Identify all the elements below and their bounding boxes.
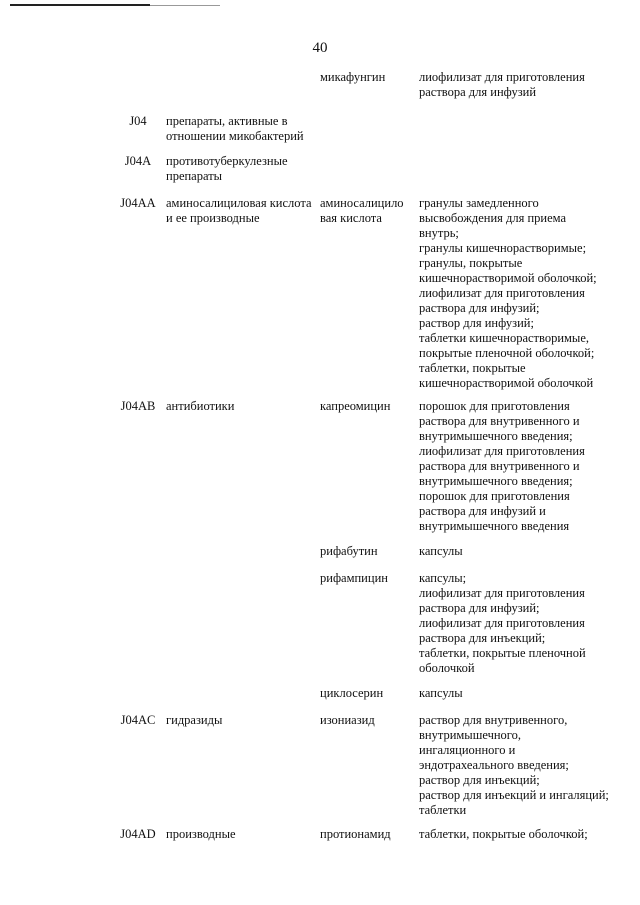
atc-code: J04AB — [120, 399, 156, 413]
drug-name — [320, 571, 412, 586]
dosage-forms — [419, 686, 619, 701]
dosage-forms-line: кишечнорастворимой оболочкой; — [419, 271, 597, 285]
drug-name-line: циклосерин — [320, 686, 384, 700]
dosage-forms-line: ингаляционного и — [419, 743, 516, 757]
atc-group-name — [166, 196, 316, 226]
atc-group-name-line: и ее производные — [166, 211, 260, 225]
dosage-forms-line: раствор для инъекций и ингаляций; — [419, 788, 609, 802]
atc-group-name-line: гидразиды — [166, 713, 223, 727]
dosage-forms-line: капсулы — [419, 544, 463, 558]
dosage-forms-line: гранулы замедленного — [419, 196, 539, 210]
atc-code: J04A — [124, 154, 152, 168]
drug-name — [320, 70, 412, 85]
dosage-forms-line: раствор для внутривенного, — [419, 713, 568, 727]
atc-group-name-line: препараты, активные в — [166, 114, 288, 128]
dosage-forms-line: порошок для приготовления — [419, 399, 570, 413]
dosage-forms-line: лиофилизат для приготовления — [419, 586, 585, 600]
dosage-forms-line: лиофилизат для приготовления — [419, 286, 585, 300]
dosage-forms-line: раствора для инъекций; — [419, 631, 546, 645]
dosage-forms-line: порошок для приготовления — [419, 489, 570, 503]
atc-group-name-line: препараты — [166, 169, 223, 183]
drug-name-line: капреомицин — [320, 399, 391, 413]
atc-group-name-line: отношении микобактерий — [166, 129, 304, 143]
atc-group-name-line: антибиотики — [166, 399, 235, 413]
atc-code: J04AD — [120, 827, 156, 841]
dosage-forms — [419, 399, 619, 534]
drug-name-line: вая кислота — [320, 211, 382, 225]
drug-name — [320, 196, 412, 226]
dosage-forms — [419, 713, 619, 818]
dosage-forms-line: гранулы, покрытые — [419, 256, 523, 270]
dosage-forms — [419, 70, 619, 100]
atc-group-name-line: производные — [166, 827, 236, 841]
drug-name-line: аминосалицило — [320, 196, 404, 210]
dosage-forms-line: таблетки кишечнорастворимые, — [419, 331, 589, 345]
dosage-forms-line: капсулы; — [419, 571, 467, 585]
dosage-forms-line: лиофилизат для приготовления — [419, 444, 585, 458]
atc-group-name-line: противотуберкулезные — [166, 154, 288, 168]
dosage-forms-line: внутримышечного, — [419, 728, 521, 742]
atc-group-name — [166, 713, 316, 728]
dosage-forms-line: эндотрахеального введения; — [419, 758, 569, 772]
dosage-forms-line: раствора для инфузий; — [419, 301, 540, 315]
dosage-forms-line: высвобождения для приема — [419, 211, 567, 225]
atc-group-name-line: аминосалициловая кислота — [166, 196, 312, 210]
dosage-forms-line: таблетки, покрытые пленочной — [419, 646, 586, 660]
atc-group-name — [166, 154, 316, 184]
dosage-forms-line: оболочкой — [419, 661, 475, 675]
dosage-forms-line: лиофилизат для приготовления — [419, 70, 585, 84]
dosage-forms-line: раствора для инфузий; — [419, 601, 540, 615]
dosage-forms-line: гранулы кишечнорастворимые; — [419, 241, 587, 255]
atc-code: J04AA — [120, 196, 156, 210]
dosage-forms-line: раствор для инъекций; — [419, 773, 540, 787]
dosage-forms-line: капсулы — [419, 686, 463, 700]
drug-name-line: рифабутин — [320, 544, 378, 558]
atc-code: J04 — [129, 114, 147, 128]
dosage-forms-line: внутрь; — [419, 226, 459, 240]
drug-name — [320, 713, 412, 728]
dosage-forms — [419, 196, 619, 391]
dosage-forms-line: раствор для инфузий; — [419, 316, 534, 330]
dosage-forms-line: таблетки — [419, 803, 467, 817]
drug-name-line: микафунгин — [320, 70, 386, 84]
drug-name — [320, 399, 412, 414]
dosage-forms-line: кишечнорастворимой оболочкой — [419, 376, 594, 390]
drug-name-line: рифампицин — [320, 571, 388, 585]
dosage-forms — [419, 827, 619, 842]
dosage-forms-line: таблетки, покрытые оболочкой; — [419, 827, 588, 841]
drug-name — [320, 827, 412, 842]
drug-name-line: изониазид — [320, 713, 375, 727]
drug-name — [320, 544, 412, 559]
dosage-forms-line: лиофилизат для приготовления — [419, 616, 585, 630]
dosage-forms-line: раствора для инфузий — [419, 85, 537, 99]
atc-group-name — [166, 827, 316, 842]
dosage-forms-line: покрытые пленочной оболочкой; — [419, 346, 595, 360]
dosage-forms — [419, 544, 619, 559]
atc-group-name — [166, 399, 316, 414]
dosage-forms-line: раствора для внутривенного и — [419, 414, 580, 428]
atc-group-name — [166, 114, 316, 144]
drug-name — [320, 686, 412, 701]
dosage-forms-line: внутримышечного введения; — [419, 429, 573, 443]
drug-name-line: протионамид — [320, 827, 391, 841]
atc-code: J04AC — [120, 713, 156, 727]
dosage-forms-line: внутримышечного введения — [419, 519, 570, 533]
page-number: 40 — [312, 40, 328, 56]
dosage-forms-line: внутримышечного введения; — [419, 474, 573, 488]
dosage-forms-line: таблетки, покрытые — [419, 361, 526, 375]
dosage-forms-line: раствора для инфузий и — [419, 504, 546, 518]
dosage-forms-line: раствора для внутривенного и — [419, 459, 580, 473]
dosage-forms — [419, 571, 619, 676]
